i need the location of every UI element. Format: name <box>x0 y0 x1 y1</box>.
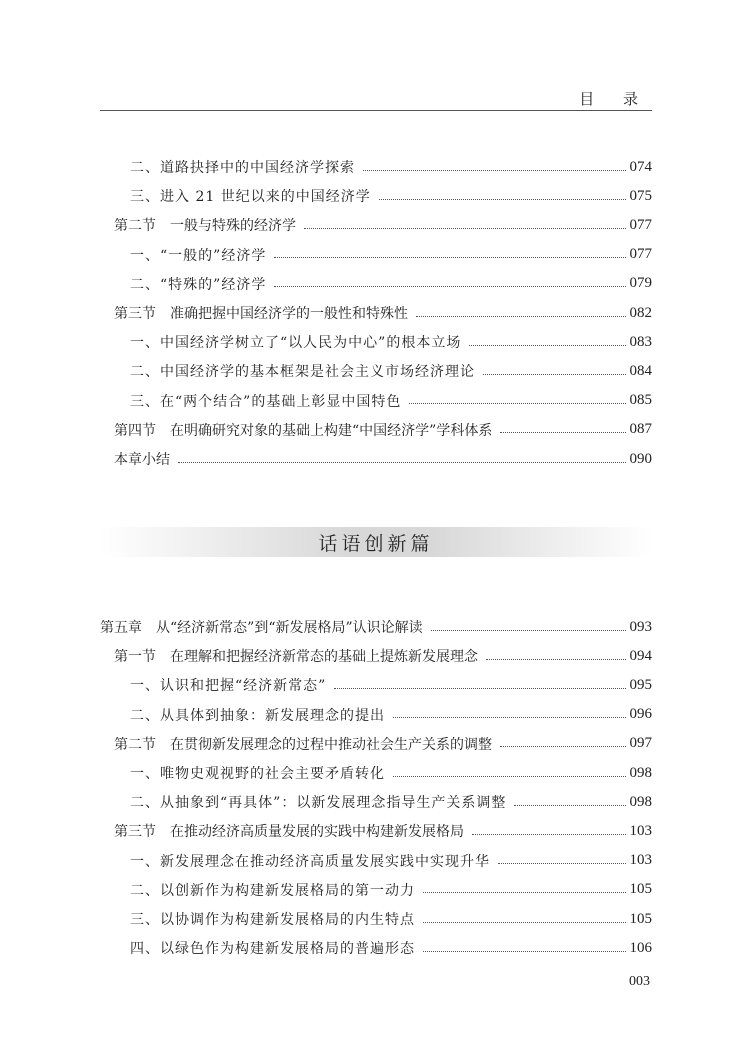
toc-leader-dots <box>416 306 626 317</box>
toc-entry-page: 097 <box>629 735 652 752</box>
toc-entry-page: 105 <box>629 881 652 898</box>
toc-leader-dots <box>304 218 626 229</box>
toc-entry-page: 098 <box>629 764 652 781</box>
toc-entry[interactable] <box>0 848 750 874</box>
toc-entry-label: 第一节 在理解和把握经济新常态的基础上提炼新发展理念 <box>114 649 478 666</box>
toc-leader-dots <box>498 853 626 864</box>
toc-entry[interactable] <box>0 154 750 180</box>
toc-leader-dots <box>423 941 626 952</box>
toc-entry-label: 一、唯物史观视野的社会主要矛盾转化 <box>130 766 385 782</box>
toc-entry[interactable] <box>0 242 750 268</box>
toc-leader-dots <box>393 707 626 718</box>
toc-entry-label: 二、“特殊的”经济学 <box>130 276 267 293</box>
toc-entry[interactable] <box>0 877 750 903</box>
toc-entry-page: 075 <box>629 187 652 204</box>
part-banner <box>100 527 652 557</box>
toc-entry-label: 三、在“两个结合”的基础上彰显中国特色 <box>130 393 402 410</box>
toc-leader-dots <box>500 422 625 433</box>
toc-entry[interactable] <box>0 818 750 844</box>
toc-entry-page: 096 <box>629 706 652 723</box>
toc-leader-dots <box>472 824 626 835</box>
toc-entry[interactable] <box>0 614 750 640</box>
toc-leader-dots <box>431 620 626 631</box>
toc-entry-label: 二、中国经济学的基本框架是社会主义市场经济理论 <box>130 364 475 381</box>
running-header-title: 目 录 <box>579 90 650 108</box>
toc-leader-dots <box>469 335 625 346</box>
toc-entry-label: 第二节 一般与特殊的经济学 <box>114 218 296 235</box>
toc-entry-page: 087 <box>629 421 652 438</box>
toc-leader-dots <box>274 276 625 287</box>
toc-entry-page: 094 <box>629 647 652 664</box>
toc-entry[interactable] <box>0 789 750 815</box>
toc-entry-page: 090 <box>629 450 652 467</box>
toc-entry-label: 一、中国经济学树立了“以人民为中心”的根本立场 <box>130 335 462 352</box>
toc-entry-page: 074 <box>629 158 652 175</box>
toc-entry[interactable] <box>0 300 750 326</box>
toc-entry-page: 098 <box>629 793 652 810</box>
toc-entry-label: 第三节 在推动经济高质量发展的实践中构建新发展格局 <box>114 824 464 841</box>
toc-entry-label: 二、从具体到抽象：新发展理念的提出 <box>130 707 385 724</box>
toc-entry[interactable] <box>0 446 750 472</box>
toc-entry-page: 084 <box>629 362 652 379</box>
toc-entry-label: 第五章 从“经济新常态”到“新发展格局”认识论解读 <box>100 620 423 636</box>
toc-entry-label: 本章小结 <box>114 452 170 468</box>
toc-entry-label: 一、“一般的”经济学 <box>130 247 267 264</box>
toc-leader-dots <box>379 189 626 200</box>
toc-leader-dots <box>178 452 626 463</box>
toc-entry-label: 一、新发展理念在推动经济高质量发展实践中实现升华 <box>130 853 490 870</box>
page-number: 003 <box>629 974 650 989</box>
toc-leader-dots <box>334 678 625 689</box>
toc-entry[interactable] <box>0 329 750 355</box>
toc-entry[interactable] <box>0 702 750 728</box>
toc-entry[interactable] <box>0 212 750 238</box>
toc-entry-page: 083 <box>629 333 652 350</box>
toc-leader-dots <box>393 766 626 777</box>
toc-entry-label: 第四节 在明确研究对象的基础上构建“中国经济学”学科体系 <box>114 422 493 439</box>
toc-leader-dots <box>409 393 625 404</box>
toc-entry-label: 三、进入 21 世纪以来的中国经济学 <box>130 189 371 206</box>
toc-entry[interactable] <box>0 388 750 414</box>
toc-leader-dots <box>500 736 626 747</box>
toc-entry[interactable] <box>0 271 750 297</box>
toc-entry-label: 第二节 在贯彻新发展理念的过程中推动社会生产关系的调整 <box>114 736 492 753</box>
toc-entry[interactable] <box>0 183 750 209</box>
toc-leader-dots <box>423 882 626 893</box>
toc-entry-label: 二、从抽象到“再具体”：以新发展理念指导生产关系调整 <box>130 795 507 812</box>
toc-entry[interactable] <box>0 417 750 443</box>
toc-entry-page: 103 <box>629 822 652 839</box>
toc-entry[interactable] <box>0 643 750 669</box>
toc-entry-label: 二、以创新作为构建新发展格局的第一动力 <box>130 882 415 899</box>
toc-entry-label: 三、以协调作为构建新发展格局的内生特点 <box>130 912 415 928</box>
toc-entry[interactable] <box>0 935 750 961</box>
toc-leader-dots <box>363 160 626 171</box>
toc-entry-page: 077 <box>629 216 652 233</box>
toc-leader-dots <box>486 649 626 660</box>
toc-entry-label: 二、道路抉择中的中国经济学探索 <box>130 160 355 176</box>
toc-entry[interactable] <box>0 760 750 786</box>
part-title: 话语创新篇 <box>318 532 434 555</box>
toc-entry-page: 077 <box>629 246 652 263</box>
toc-entry-page: 095 <box>629 676 652 693</box>
toc-leader-dots <box>423 912 626 923</box>
toc-entry-page: 085 <box>629 392 652 409</box>
toc-entry-page: 103 <box>629 852 652 869</box>
toc-entry-page: 079 <box>629 275 652 292</box>
toc-entry-label: 第三节 准确把握中国经济学的一般性和特殊性 <box>114 306 408 322</box>
toc-entry[interactable] <box>0 358 750 384</box>
toc-leader-dots <box>483 364 626 375</box>
toc-entry-label: 一、认识和把握“经济新常态” <box>130 678 327 695</box>
toc-entry-page: 106 <box>629 939 652 956</box>
toc-entry[interactable] <box>0 731 750 757</box>
toc-entry-page: 082 <box>629 304 652 321</box>
toc-entry[interactable] <box>0 672 750 698</box>
toc-entry-page: 093 <box>629 618 652 635</box>
toc-entry-page: 105 <box>629 910 652 927</box>
toc-entry[interactable] <box>0 906 750 932</box>
toc-leader-dots <box>274 247 625 258</box>
header-rule <box>100 110 652 111</box>
toc-leader-dots <box>514 795 625 806</box>
toc-entry-label: 四、以绿色作为构建新发展格局的普遍形态 <box>130 941 415 958</box>
